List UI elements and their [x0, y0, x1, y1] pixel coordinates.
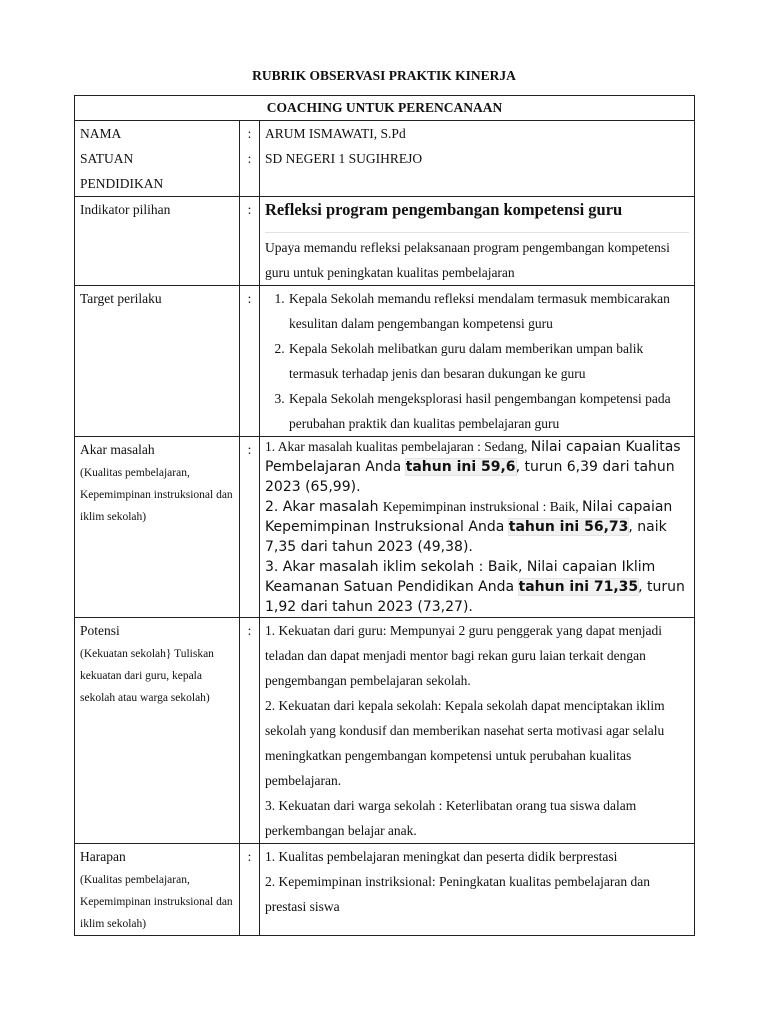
harapan-item: 2. Kepemimpinan instriksional: Peningkatan kualitas pembelajaran dan prestasi siswa	[265, 874, 651, 914]
colon: :	[247, 151, 252, 166]
akar-item-2-lead: 2. Akar masalah	[265, 499, 383, 515]
target-row	[75, 286, 695, 437]
colon: :	[240, 618, 260, 844]
harapan-row	[75, 844, 695, 936]
satuan-label: SATUAN	[80, 151, 134, 166]
target-list	[265, 286, 689, 436]
potensi-labels	[75, 618, 240, 844]
akar-content	[260, 437, 695, 618]
target-item: 1. Kepala Sekolah memandu refleksi mendalam termasuk membicarakan kesulitan dalam pengembangan kompetensi guru	[288, 286, 689, 336]
subtitle-row	[75, 96, 695, 121]
document-title: RUBRIK OBSERVASI PRAKTIK KINERJA	[252, 68, 516, 83]
harapan-labels	[75, 844, 240, 936]
harapan-label: Harapan	[80, 849, 126, 864]
colon: :	[240, 286, 260, 437]
akar-item-1	[265, 437, 689, 497]
harapan-content	[260, 844, 695, 936]
indikator-description: Upaya memandu refleksi pelaksanaan program pengembangan kompetensi guru untuk peningkatan kualitas pembelajaran	[265, 232, 689, 285]
pendidikan-label: PENDIDIKAN	[80, 176, 164, 191]
potensi-label: Potensi	[80, 623, 120, 638]
akar-item-2-serif: Kepemimpinan instruksional : Baik,	[382, 499, 583, 514]
identity-values	[260, 121, 695, 197]
potensi-item: 1. Kekuatan dari guru: Mempunyai 2 guru penggerak yang dapat menjadi teladan dan dapat menjadi mentor bagi rekan guru laian terkait dengan pengembangan pembelajaran sekolah.	[265, 623, 663, 688]
akar-item-3-rest: , turun 1,92 dari tahun 2023 (73,27).	[265, 579, 685, 615]
nama-label: NAMA	[80, 126, 122, 141]
target-item: 2. Kepala Sekolah melibatkan guru dalam memberikan umpan balik termasuk terhadap jenis dan besaran dukungan ke guru	[288, 336, 689, 386]
identity-colons	[240, 121, 260, 197]
harapan-item: 1. Kualitas pembelajaran meningkat dan peserta didik berprestasi	[265, 849, 618, 864]
indikator-row	[75, 197, 695, 286]
akar-item-1-value: tahun ini 59,6	[405, 459, 516, 475]
akar-item-2-sans: Nilai capaian Kepemimpinan Instruksional Anda	[265, 499, 673, 535]
potensi-sublabel: (Kekuatan sekolah} Tuliskan kekuatan dari guru, kepala sekolah atau warga sekolah)	[80, 648, 214, 704]
indikator-label: Indikator pilihan	[75, 197, 240, 286]
akar-item-1-rest: , turun 6,39 dari tahun 2023 (65,99).	[265, 459, 675, 495]
harapan-sublabel: (Kualitas pembelajaran, Kepemimpinan instruksional dan iklim sekolah)	[80, 874, 233, 930]
akar-item-3	[265, 557, 689, 617]
identity-row	[75, 121, 695, 197]
indikator-content	[260, 197, 695, 286]
akar-label: Akar masalah	[80, 442, 155, 457]
akar-item-3-sans: 3. Akar masalah iklim sekolah : Baik, Nilai capaian Iklim Keamanan Satuan Pendidikan Anda	[265, 559, 656, 595]
potensi-content	[260, 618, 695, 844]
akar-row	[75, 437, 695, 618]
document-subtitle: COACHING UNTUK PERENCANAAN	[75, 96, 695, 121]
target-item: 3. Kepala Sekolah mengeksplorasi hasil pengembangan kompetensi pada perubahan praktik dan kualitas pembelajaran guru	[288, 386, 689, 436]
target-content	[260, 286, 695, 437]
akar-item-2-rest: , naik 7,35 dari tahun 2023 (49,38).	[265, 519, 667, 555]
colon: :	[240, 844, 260, 936]
akar-labels	[75, 437, 240, 618]
colon: :	[247, 126, 252, 141]
akar-item-1-sans: Nilai capaian Kualitas Pembelajaran Anda	[265, 439, 681, 475]
identity-labels	[75, 121, 240, 197]
potensi-row	[75, 618, 695, 844]
akar-item-2-value: tahun ini 56,73	[508, 519, 629, 535]
potensi-item: 2. Kekuatan dari kepala sekolah: Kepala sekolah dapat menciptakan iklim sekolah yang kondusif dan memberikan nasehat serta motivasi agar selalu meningkatkan pengembangan kompetensi untuk perubahan kualitas pembelajaran.	[265, 698, 665, 788]
colon: :	[240, 197, 260, 286]
akar-item-1-serif: 1. Akar masalah kualitas pembelajaran : Sedang,	[265, 439, 531, 454]
nama-value: ARUM ISMAWATI, S.Pd	[265, 126, 406, 141]
potensi-item: 3. Kekuatan dari warga sekolah : Keterlibatan orang tua siswa dalam perkembangan belajar anak.	[265, 798, 637, 838]
satuan-value: SD NEGERI 1 SUGIHREJO	[265, 151, 423, 166]
akar-sublabel: (Kualitas pembelajaran, Kepemimpinan instruksional dan iklim sekolah)	[80, 467, 233, 523]
akar-item-3-value: tahun ini 71,35	[518, 579, 639, 595]
rubric-table	[74, 95, 695, 936]
akar-item-2	[265, 497, 689, 557]
target-label: Target perilaku	[75, 286, 240, 437]
indikator-title: Refleksi program pengembangan kompetensi guru	[265, 200, 623, 219]
colon: :	[240, 437, 260, 618]
